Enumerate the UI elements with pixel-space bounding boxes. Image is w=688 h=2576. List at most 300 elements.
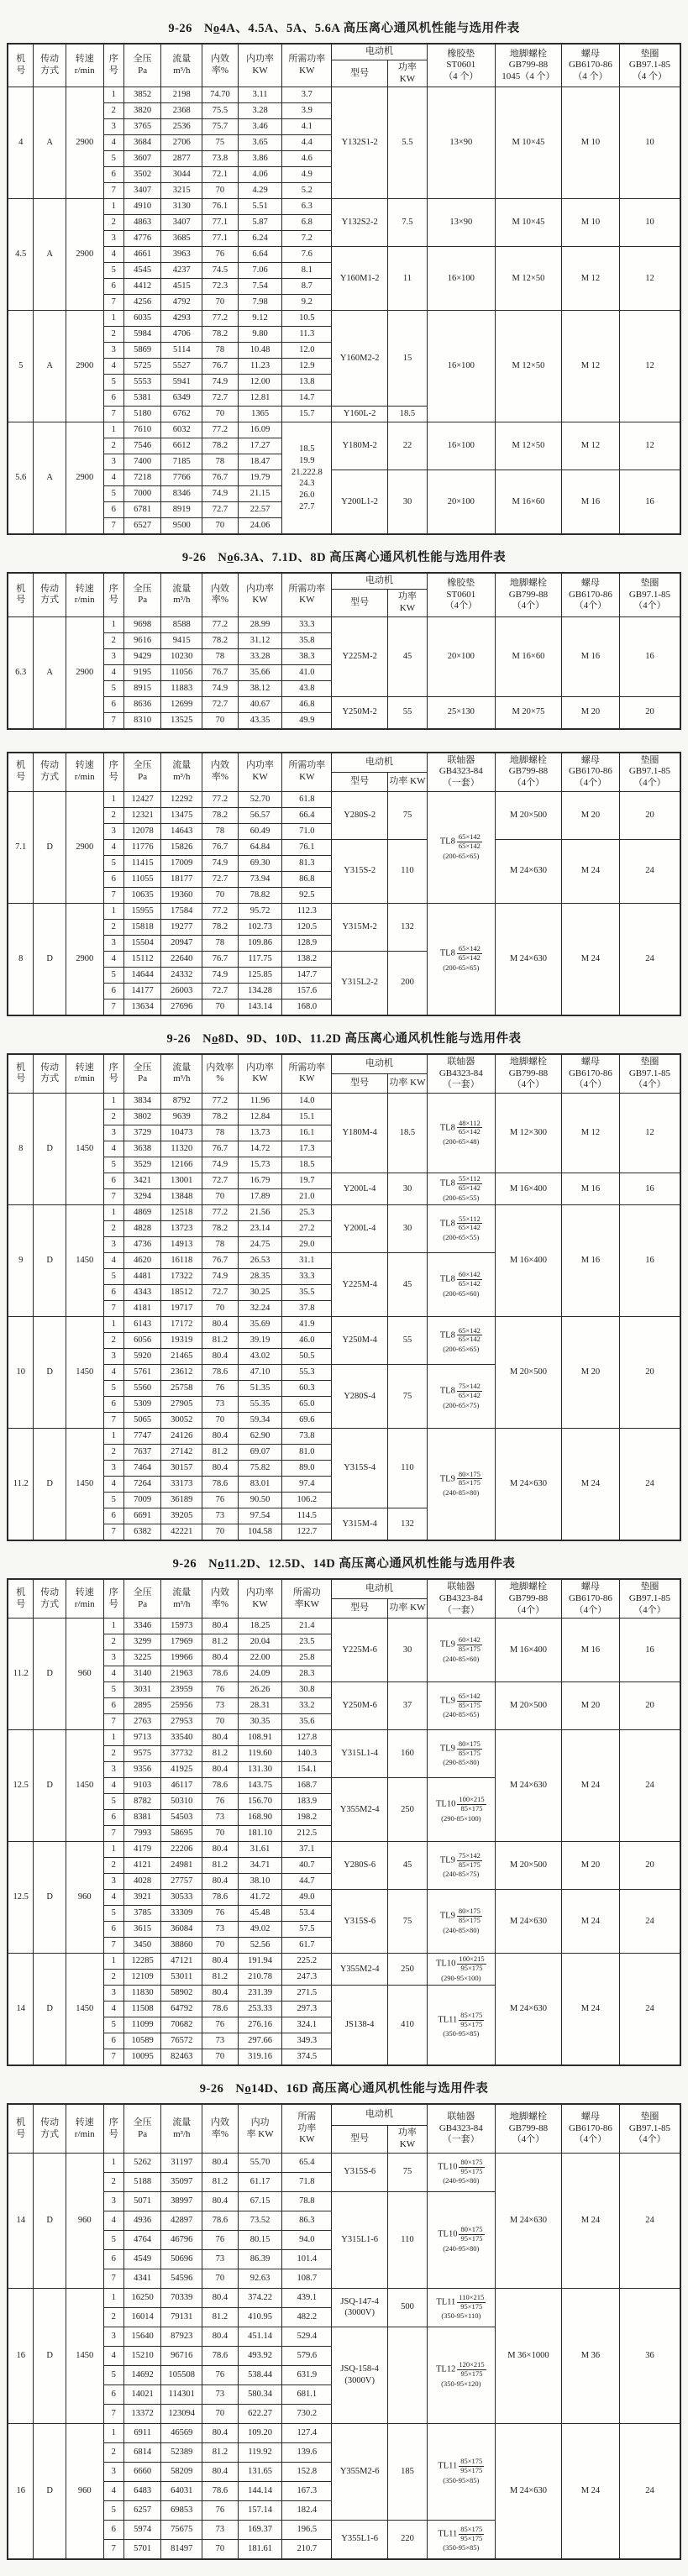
washer-cell: 24 — [619, 1429, 680, 1540]
col-header-flow-rate: 流量 m³/h — [161, 2105, 202, 2154]
coupling-size-fraction: $\frac{85\times 175}{95\times 175}$ — [460, 2457, 483, 2475]
internal-power-cell: 4.06 — [238, 167, 282, 183]
col-header-motor-model: 型号 — [332, 772, 388, 791]
efficiency-cell: 72.1 — [202, 167, 239, 183]
table-row — [8, 696, 680, 712]
pressure-cell: 5920 — [123, 1349, 161, 1365]
flow-cell: 16118 — [161, 1253, 202, 1269]
table-row — [8, 247, 680, 263]
internal-power-cell: 10.48 — [238, 343, 282, 359]
coupling-size-fraction: $\frac{85\times 175}{95\times 175}$ — [460, 2010, 483, 2028]
pressure-cell: 3820 — [123, 103, 161, 119]
motor-model-cell: Y355M2-4 — [332, 1778, 388, 1842]
internal-power-cell: 24.06 — [238, 518, 282, 534]
anchor-bolt-cell: M 20×500 — [495, 1842, 561, 1890]
required-power-cell: 15.7 — [282, 407, 332, 422]
coupling-note: (350-95×85) — [443, 2029, 480, 2038]
coupling-cell — [427, 1954, 495, 1986]
speed-cell: 2900 — [66, 422, 103, 534]
rubber-pad-cell: 16×100 — [427, 247, 495, 311]
required-power-cell: 65.4 — [282, 2153, 332, 2172]
internal-power-cell: 30.35 — [238, 1714, 282, 1730]
seq-cell: 4 — [103, 247, 123, 263]
seq-cell: 4 — [103, 135, 123, 151]
seq-cell: 2 — [103, 807, 123, 823]
efficiency-cell: 77.1 — [202, 215, 239, 231]
seq-cell: 1 — [103, 1842, 123, 1858]
seq-cell: 5 — [103, 967, 123, 983]
efficiency-cell: 70 — [202, 887, 239, 903]
internal-power-cell: 3.11 — [238, 87, 282, 103]
seq-cell: 7 — [103, 1826, 123, 1842]
efficiency-cell: 70 — [202, 712, 239, 728]
col-header-nut: 螺母 GB6170-86 （4个） — [561, 1580, 619, 1619]
flow-cell: 2536 — [161, 119, 202, 135]
washer-cell: 24 — [619, 2153, 680, 2288]
col-header-anchor-bolt: 地脚螺栓 GB799-88 （4个） — [495, 753, 561, 791]
fan-no-cell: 5 — [8, 311, 34, 422]
flow-cell: 33309 — [161, 1906, 202, 1922]
internal-power-cell: 12.81 — [238, 391, 282, 407]
pressure-cell: 5188 — [123, 2172, 161, 2191]
internal-power-cell: 15.73 — [238, 1157, 282, 1173]
col-header-efficiency: 内效 率% — [202, 574, 239, 616]
coupling-size-fraction: $\frac{80\times 175}{85\times 175}$ — [458, 1469, 481, 1487]
required-power-cell: 349.3 — [282, 2033, 332, 2049]
flow-cell: 27142 — [161, 1445, 202, 1461]
efficiency-cell: 77.2 — [202, 311, 239, 327]
pressure-cell: 6035 — [123, 311, 161, 327]
motor-model-cell: Y250M-4 — [332, 1317, 388, 1365]
efficiency-cell: 76 — [202, 1906, 239, 1922]
rubber-pad-cell: 20×100 — [427, 616, 495, 696]
seq-cell: 3 — [103, 231, 123, 247]
col-header-nut: 螺母 GB6170-86 （4个） — [561, 2105, 619, 2154]
internal-power-cell: 20.04 — [238, 1634, 282, 1650]
washer-cell: 16 — [619, 470, 680, 534]
required-power-cell: 154.1 — [282, 1762, 332, 1778]
anchor-bolt-cell: M 36×1000 — [495, 2288, 561, 2423]
required-power-cell: 46.0 — [282, 1333, 332, 1349]
table-row — [8, 1842, 680, 1858]
seq-cell: 4 — [103, 470, 123, 486]
internal-power-cell: 1365 — [238, 407, 282, 422]
seq-cell: 4 — [103, 1365, 123, 1381]
speed-cell: 2900 — [66, 616, 103, 728]
flow-cell: 69853 — [161, 2500, 202, 2520]
table-title: 9-26 No4A、4.5A、5A、5.6A 高压离心通风机性能与选用件表 — [168, 22, 520, 35]
required-power-cell: 482.2 — [282, 2307, 332, 2327]
nut-cell: M 20 — [561, 696, 619, 728]
coupling-cell — [427, 1890, 495, 1954]
anchor-bolt-cell: M 20×500 — [495, 791, 561, 839]
efficiency-cell: 74.9 — [202, 680, 239, 696]
seq-cell: 4 — [103, 951, 123, 967]
efficiency-cell: 80.4 — [202, 1730, 239, 1746]
flow-cell: 58902 — [161, 1986, 202, 2002]
efficiency-cell: 70 — [202, 2539, 239, 2558]
pressure-cell: 4545 — [123, 263, 161, 279]
seq-cell: 5 — [103, 1493, 123, 1508]
flow-cell: 11883 — [161, 680, 202, 696]
seq-cell: 3 — [103, 648, 123, 664]
efficiency-cell: 70 — [202, 295, 239, 311]
seq-cell: 6 — [103, 1698, 123, 1714]
required-power-cell: 81.3 — [282, 855, 332, 871]
required-power-cell: 11.3 — [282, 327, 332, 343]
seq-cell: 6 — [103, 1173, 123, 1189]
efficiency-cell: 74.9 — [202, 855, 239, 871]
nut-cell: M 16 — [561, 616, 619, 696]
col-header-seq-no: 序 号 — [103, 2105, 123, 2154]
motor-model-cell: JSQ-147-4 (3000V) — [332, 2288, 388, 2327]
coupling-cell — [427, 1173, 495, 1205]
seq-cell: 1 — [103, 1205, 123, 1221]
flow-cell: 15973 — [161, 1619, 202, 1634]
seq-cell: 5 — [103, 1794, 123, 1810]
internal-power-cell: 14.72 — [238, 1141, 282, 1157]
internal-power-cell: 108.91 — [238, 1730, 282, 1746]
required-power-cell: 225.2 — [282, 1954, 332, 1970]
washer-cell: 12 — [619, 311, 680, 422]
internal-power-cell: 297.66 — [238, 2033, 282, 2049]
pressure-cell: 8636 — [123, 696, 161, 712]
pressure-cell: 7264 — [123, 1477, 161, 1493]
efficiency-cell: 72.7 — [202, 983, 239, 999]
coupling-name: TL9 — [439, 1911, 455, 1921]
col-header-nut: 螺母 GB6170-86 （4个） — [561, 1054, 619, 1093]
flow-cell: 4792 — [161, 295, 202, 311]
fan-no-cell: 16 — [8, 2423, 34, 2558]
efficiency-cell: 72.7 — [202, 696, 239, 712]
pressure-cell: 6814 — [123, 2442, 161, 2462]
required-power-cell: 7.2 — [282, 231, 332, 247]
col-header-total-pressure: 全压 Pa — [123, 45, 161, 87]
seq-cell: 1 — [103, 1619, 123, 1634]
col-header-internal-power: 内功率 KW — [238, 45, 282, 87]
flow-cell: 10230 — [161, 648, 202, 664]
efficiency-cell: 81.2 — [202, 1634, 239, 1650]
required-power-cell: 31.1 — [282, 1253, 332, 1269]
col-header-drive-type: 传动 方式 — [34, 1054, 66, 1093]
seq-cell: 6 — [103, 279, 123, 295]
motor-model-cell: Y200L1-2 — [332, 470, 388, 534]
internal-power-cell: 3.86 — [238, 151, 282, 167]
required-power-cell: 16.1 — [282, 1125, 332, 1141]
internal-power-cell: 538.44 — [238, 2365, 282, 2385]
nut-cell: M 36 — [561, 2288, 619, 2423]
washer-cell: 20 — [619, 1317, 680, 1429]
flow-cell: 33173 — [161, 1477, 202, 1493]
coupling-name: TL10 — [438, 2229, 458, 2239]
required-power-cell: 6.8 — [282, 215, 332, 231]
pressure-cell: 15955 — [123, 903, 161, 919]
fan-performance-table — [8, 1579, 680, 2065]
efficiency-cell: 76.7 — [202, 359, 239, 375]
pressure-cell: 6257 — [123, 2500, 161, 2520]
pressure-cell: 8381 — [123, 1810, 161, 1826]
seq-cell: 4 — [103, 1141, 123, 1157]
rubber-pad-cell: 20×100 — [427, 470, 495, 534]
motor-model-cell: Y315M-4 — [332, 1508, 388, 1540]
coupling-name: TL9 — [439, 1855, 455, 1865]
nut-cell: M 24 — [561, 1954, 619, 2065]
fan-performance-table — [8, 2104, 680, 2559]
pressure-cell: 6660 — [123, 2462, 161, 2481]
efficiency-cell: 77.2 — [202, 903, 239, 919]
motor-power-cell: 160 — [388, 1730, 428, 1778]
coupling-note: (200-65×75) — [443, 1400, 480, 1409]
efficiency-cell: 78 — [202, 823, 239, 839]
seq-cell: 3 — [103, 343, 123, 359]
seq-cell: 5 — [103, 2230, 123, 2249]
table-row — [8, 1682, 680, 1698]
coupling-name: TL9 — [439, 1474, 455, 1484]
required-power-cell: 94.0 — [282, 2230, 332, 2249]
seq-cell: 3 — [103, 119, 123, 135]
coupling-note: (200-65×65) — [443, 963, 480, 972]
coupling-size-fraction: $\frac{60\times 142}{65\times 142}$ — [458, 1270, 481, 1288]
efficiency-cell: 80.4 — [202, 1317, 239, 1333]
flow-cell: 17969 — [161, 1634, 202, 1650]
motor-power-cell: 7.5 — [388, 199, 428, 247]
col-header-internal-power: 内功率 KW — [238, 753, 282, 791]
flow-cell: 42897 — [161, 2211, 202, 2230]
table-row — [8, 1429, 680, 1445]
seq-cell: 5 — [103, 486, 123, 502]
pressure-cell: 3684 — [123, 135, 161, 151]
motor-power-cell: 200 — [388, 951, 428, 1015]
flow-cell: 17009 — [161, 855, 202, 871]
required-power-cell: 297.3 — [282, 2002, 332, 2017]
coupling-cell — [427, 1986, 495, 2065]
efficiency-cell: 70 — [202, 2269, 239, 2288]
motor-model-cell: JSQ-158-4 (3000V) — [332, 2327, 388, 2423]
pressure-cell: 6527 — [123, 518, 161, 534]
coupling-size-fraction: $\frac{48\times 112}{65\times 142}$ — [458, 1118, 481, 1136]
nut-cell: M 12 — [561, 311, 619, 422]
required-power-cell: 8.1 — [282, 263, 332, 279]
required-power-cell: 138.2 — [282, 951, 332, 967]
pressure-cell: 3407 — [123, 183, 161, 199]
internal-power-cell: 253.33 — [238, 2002, 282, 2017]
coupling-size-fraction: $\frac{80\times 175}{85\times 175}$ — [458, 1739, 481, 1757]
required-power-cell: 61.7 — [282, 1938, 332, 1954]
drive-type-cell: D — [34, 1730, 66, 1842]
efficiency-cell: 74.5 — [202, 263, 239, 279]
efficiency-cell: 77.2 — [202, 422, 239, 438]
washer-cell: 20 — [619, 791, 680, 839]
efficiency-cell: 77.2 — [202, 616, 239, 632]
coupling-note: (350-95×110) — [441, 2311, 481, 2321]
col-header-fan-no: 机 号 — [8, 45, 34, 87]
flow-cell: 19319 — [161, 1333, 202, 1349]
nut-cell: M 12 — [561, 247, 619, 311]
drive-type-cell: D — [34, 1429, 66, 1540]
anchor-bolt-cell: M 16×60 — [495, 470, 561, 534]
motor-model-cell: Y225M-6 — [332, 1619, 388, 1682]
required-power-cell: 198.2 — [282, 1810, 332, 1826]
efficiency-cell: 80.4 — [202, 1842, 239, 1858]
efficiency-cell: 73 — [202, 2249, 239, 2269]
coupling-size-fraction: $\frac{55\times 112}{65\times 142}$ — [458, 1214, 481, 1232]
internal-power-cell: 43.35 — [238, 712, 282, 728]
pressure-cell: 4181 — [123, 1301, 161, 1317]
table-row — [8, 1205, 680, 1221]
flow-cell: 27757 — [161, 1874, 202, 1890]
nut-cell: M 24 — [561, 1429, 619, 1540]
pressure-cell: 15112 — [123, 951, 161, 967]
table-row — [8, 1317, 680, 1333]
pressure-cell: 11830 — [123, 1986, 161, 2002]
nut-cell: M 20 — [561, 791, 619, 839]
coupling-size-fraction: $\frac{80\times 175}{95\times 175}$ — [460, 2157, 483, 2175]
coupling-name: TL11 — [438, 2529, 458, 2539]
internal-power-cell: 117.75 — [238, 951, 282, 967]
table-title: 9-26 No11.2D、12.5D、14D 高压离心通风机性能与选用件表 — [172, 1557, 516, 1571]
flow-cell: 123094 — [161, 2404, 202, 2423]
flow-cell: 8346 — [161, 486, 202, 502]
anchor-bolt-cell: M 12×50 — [495, 311, 561, 422]
anchor-bolt-cell: M 10×45 — [495, 199, 561, 247]
col-header-anchor-bolt: 地脚螺栓 GB799-88 （4个） — [495, 2105, 561, 2154]
flow-cell: 38860 — [161, 1938, 202, 1954]
motor-power-cell: 18.5 — [388, 407, 428, 422]
required-power-cell: 12.0 — [282, 343, 332, 359]
internal-power-cell: 92.63 — [238, 2269, 282, 2288]
pressure-cell: 3852 — [123, 87, 161, 103]
pressure-cell: 7610 — [123, 422, 161, 438]
efficiency-cell: 80.4 — [202, 1762, 239, 1778]
efficiency-cell: 76.7 — [202, 664, 239, 680]
efficiency-cell: 70 — [202, 1413, 239, 1429]
seq-cell: 1 — [103, 1317, 123, 1333]
internal-power-cell: 157.14 — [238, 2500, 282, 2520]
coupling-cell — [427, 1253, 495, 1317]
internal-power-cell: 169.37 — [238, 2520, 282, 2539]
pressure-cell: 13634 — [123, 999, 161, 1015]
seq-cell: 3 — [103, 1237, 123, 1253]
washer-cell: 12 — [619, 422, 680, 470]
flow-cell: 12518 — [161, 1205, 202, 1221]
internal-power-cell: 41.72 — [238, 1890, 282, 1906]
coupling-note: (200-65×55) — [443, 1233, 480, 1242]
anchor-bolt-cell: M 24×630 — [495, 1429, 561, 1540]
motor-model-cell: Y225M-2 — [332, 616, 388, 696]
required-power-cell: 9.2 — [282, 295, 332, 311]
seq-cell: 1 — [103, 1730, 123, 1746]
required-power-cell: 212.5 — [282, 1826, 332, 1842]
required-power-cell: 38.3 — [282, 648, 332, 664]
nut-cell: M 20 — [561, 1317, 619, 1429]
motor-model-cell: JS138-4 — [332, 1986, 388, 2065]
col-header-nut: 螺母 GB6170-86 （4个） — [561, 753, 619, 791]
internal-power-cell: 451.14 — [238, 2327, 282, 2346]
flow-cell: 70682 — [161, 2017, 202, 2033]
flow-cell: 114301 — [161, 2385, 202, 2404]
required-power-cell: 101.4 — [282, 2249, 332, 2269]
flow-cell: 46569 — [161, 2423, 202, 2442]
coupling-name: TL10 — [436, 1959, 456, 1969]
internal-power-cell: 22.57 — [238, 502, 282, 518]
col-header-motor-power: 功率 KW — [388, 1599, 428, 1619]
pressure-cell: 4661 — [123, 247, 161, 263]
coupling-cell — [427, 1682, 495, 1730]
required-power-cell: 78.8 — [282, 2191, 332, 2211]
seq-cell: 6 — [103, 2249, 123, 2269]
internal-power-cell: 95.72 — [238, 903, 282, 919]
table-row — [8, 422, 680, 438]
col-header-motor-power: 功率 KW — [388, 1073, 428, 1093]
table-row — [8, 791, 680, 807]
required-power-cell: 66.4 — [282, 807, 332, 823]
seq-cell: 5 — [103, 2017, 123, 2033]
efficiency-cell: 73 — [202, 1397, 239, 1413]
col-header-flow-rate: 流量 m³/h — [161, 574, 202, 616]
seq-cell: 2 — [103, 215, 123, 231]
internal-power-cell: 47.10 — [238, 1365, 282, 1381]
seq-cell: 3 — [103, 1762, 123, 1778]
motor-power-cell: 75 — [388, 791, 428, 839]
pressure-cell: 6483 — [123, 2481, 161, 2500]
nut-cell: M 24 — [561, 1890, 619, 1954]
efficiency-cell: 78 — [202, 454, 239, 470]
seq-cell: 6 — [103, 2520, 123, 2539]
internal-power-cell: 7.06 — [238, 263, 282, 279]
col-header-anchor-bolt: 地脚螺栓 GB799-88 （4个） — [495, 1054, 561, 1093]
motor-power-cell: 18.5 — [388, 1094, 428, 1173]
required-power-cell: 81.0 — [282, 1445, 332, 1461]
motor-model-cell: Y355M2-6 — [332, 2423, 388, 2520]
efficiency-cell: 70 — [202, 1826, 239, 1842]
internal-power-cell: 59.34 — [238, 1413, 282, 1429]
flow-cell: 27953 — [161, 1714, 202, 1730]
seq-cell: 1 — [103, 2153, 123, 2172]
required-power-cell: 14.0 — [282, 1094, 332, 1110]
fan-performance-table — [8, 573, 680, 728]
coupling-size-fraction: $\frac{80\times 175}{95\times 175}$ — [460, 2225, 483, 2243]
pressure-cell: 5262 — [123, 2153, 161, 2172]
efficiency-cell: 75.7 — [202, 119, 239, 135]
washer-cell: 12 — [619, 247, 680, 311]
efficiency-cell: 70 — [202, 1524, 239, 1540]
efficiency-cell: 80.4 — [202, 2153, 239, 2172]
required-power-cell: 3.9 — [282, 103, 332, 119]
internal-power-cell: 31.61 — [238, 1842, 282, 1858]
coupling-note: (290-85×80) — [443, 1758, 480, 1767]
pressure-cell: 6911 — [123, 2423, 161, 2442]
efficiency-cell: 73 — [202, 1922, 239, 1938]
flow-cell: 17172 — [161, 1317, 202, 1333]
seq-cell: 3 — [103, 1986, 123, 2002]
coupling-cell — [427, 1842, 495, 1890]
anchor-bolt-cell: M 10×45 — [495, 87, 561, 199]
efficiency-cell: 70 — [202, 999, 239, 1015]
pressure-cell: 9356 — [123, 1762, 161, 1778]
speed-cell: 2900 — [66, 311, 103, 422]
flow-cell: 105508 — [161, 2365, 202, 2385]
internal-power-cell: 22.00 — [238, 1650, 282, 1666]
pressure-cell: 4828 — [123, 1221, 161, 1237]
nut-cell: M 20 — [561, 1682, 619, 1730]
col-header-total-pressure: 全压 Pa — [123, 1580, 161, 1619]
flow-cell: 5527 — [161, 359, 202, 375]
pressure-cell: 6781 — [123, 502, 161, 518]
seq-cell: 6 — [103, 2385, 123, 2404]
internal-power-cell: 97.54 — [238, 1508, 282, 1524]
drive-type-cell: D — [34, 1842, 66, 1954]
flow-cell: 54503 — [161, 1810, 202, 1826]
